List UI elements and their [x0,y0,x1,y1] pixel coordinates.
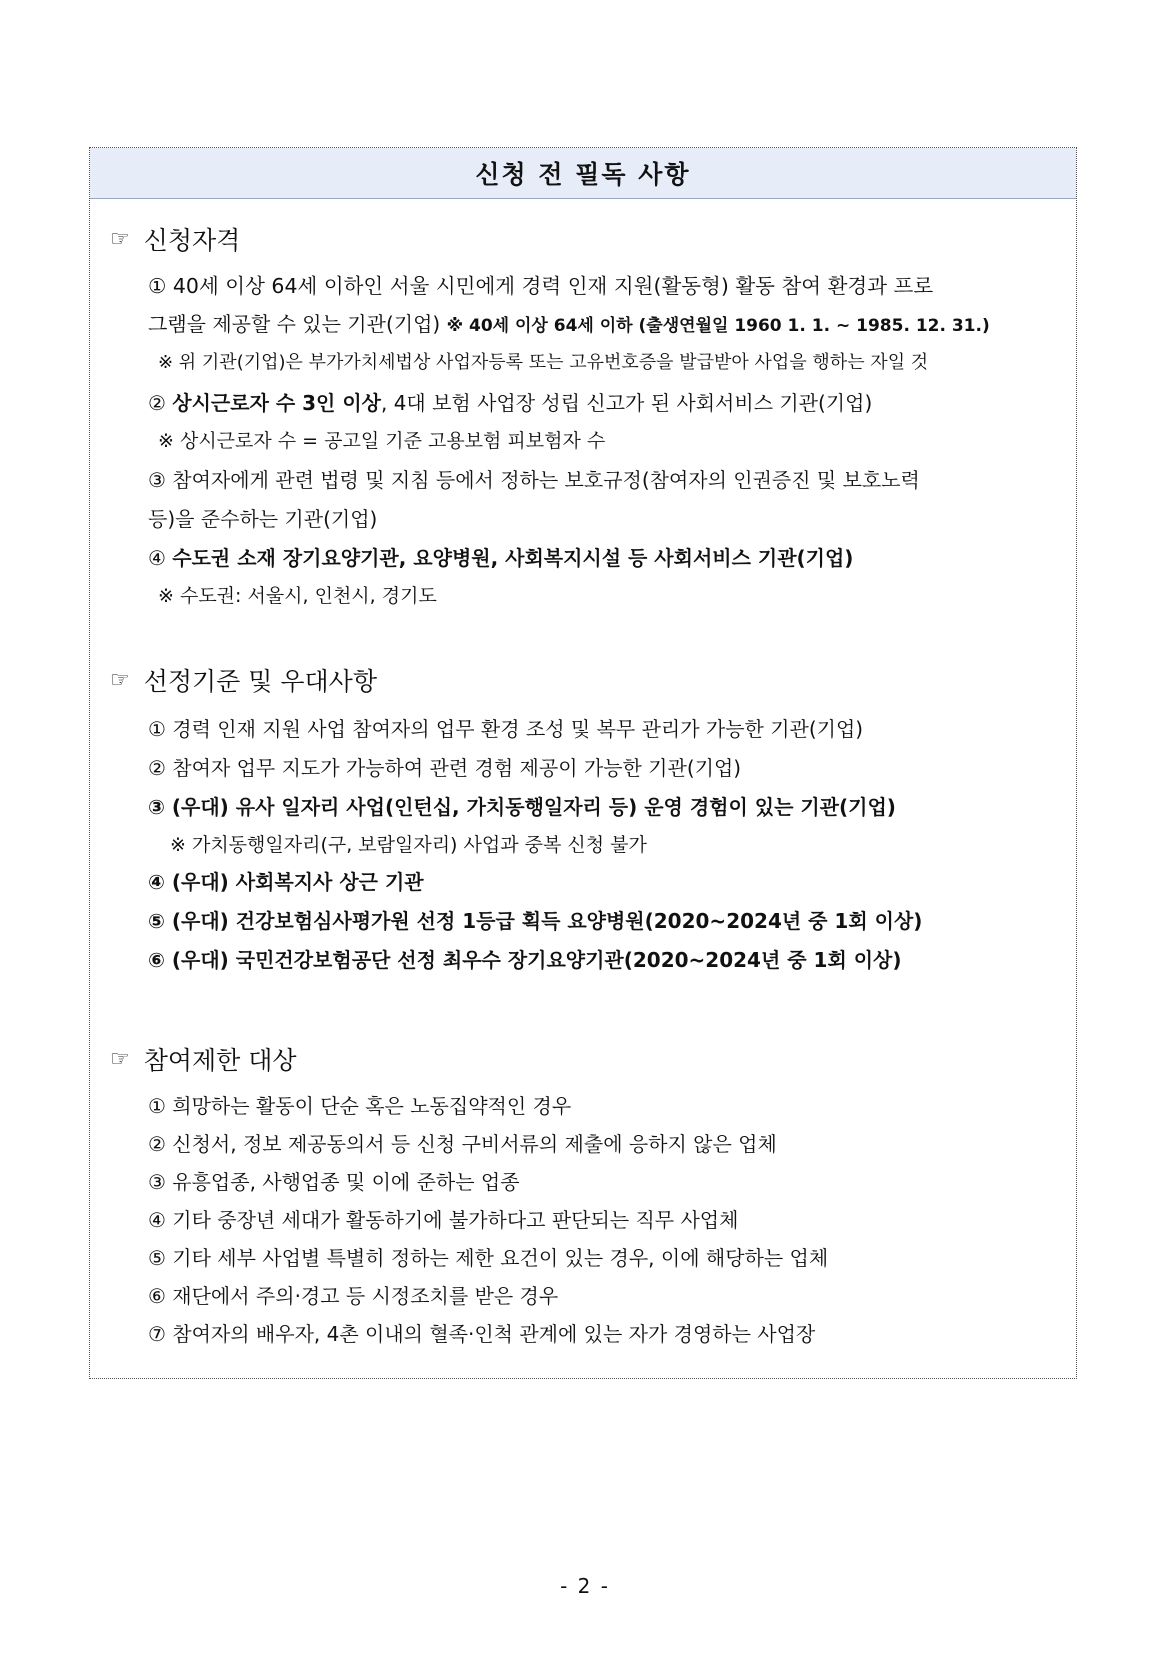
restriction-item-1: ① 희망하는 활동이 단순 혹은 노동집약적인 경우 [148,1094,572,1118]
eligibility-item-1-cont: 그램을 제공할 수 있는 기관(기업) ※ 40세 이상 64세 이하 (출생연월일 1960 1. 1. ~ 1985. 12. 31.) [148,312,990,336]
age-range-note: ※ 40세 이상 64세 이하 (출생연월일 1960 1. 1. ~ 1985. 12. 31.) [446,316,990,336]
eligibility-note-2: ※ 상시근로자 수 = 공고일 기준 고용보험 피보험자 수 [158,430,606,452]
restriction-item-7: ⑦ 참여자의 배우자, 4촌 이내의 혈족·인척 관계에 있는 자가 경영하는 사업장 [148,1322,816,1346]
section-title-eligibility [110,221,240,257]
criteria-item-5: ⑤ (우대) 건강보험심사평가원 선정 1등급 획득 요양병원(2020~2024년 중 1회 이상) [148,909,923,933]
notice-box [89,147,1077,1379]
eligibility-note-3: ※ 수도권: 서울시, 인천시, 경기도 [158,585,437,607]
section-title-text: 참여제한 대상 [143,1046,297,1075]
section-title-criteria [110,662,377,698]
criteria-item-2: ② 참여자 업무 지도가 가능하여 관련 경험 제공이 가능한 기관(기업) [148,756,742,780]
criteria-item-4: ④ (우대) 사회복지사 상근 기관 [148,870,424,894]
eligibility-item-2: ② 상시근로자 수 3인 이상, 4대 보험 사업장 성립 신고가 된 사회서비스 기관(기업) [148,391,873,415]
eligibility-item-3-cont: 등)을 준수하는 기관(기업) [148,507,378,531]
eligibility-note-1: ※ 위 기관(기업)은 부가가치세법상 사업자등록 또는 고유번호증을 발급받아 사업을 행하는 자일 것 [158,352,929,373]
restriction-item-2: ② 신청서, 정보 제공동의서 등 신청 구비서류의 제출에 응하지 않은 업체 [148,1132,777,1156]
restriction-item-5: ⑤ 기타 세부 사업별 특별히 정하는 제한 요건이 있는 경우, 이에 해당하는 업체 [148,1246,829,1270]
eligibility-item-1: ① 40세 이상 64세 이하인 서울 시민에게 경력 인재 지원(활동형) 활동 참여 환경과 프로 [148,274,934,298]
page-number: - 2 - [560,1574,610,1598]
restriction-item-4: ④ 기타 중장년 세대가 활동하기에 불가하다고 판단되는 직무 사업체 [148,1208,739,1232]
criteria-item-1: ① 경력 인재 지원 사업 참여자의 업무 환경 조성 및 복무 관리가 가능한 기관(기업) [148,717,864,741]
pointing-hand-icon: ☞ [110,667,130,693]
eligibility-item-4: ④ 수도권 소재 장기요양기관, 요양병원, 사회복지시설 등 사회서비스 기관(기업) [148,546,854,570]
criteria-item-6: ⑥ (우대) 국민건강보험공단 선정 최우수 장기요양기관(2020~2024년 중 1회 이상) [148,948,902,972]
section-title-restrictions [110,1041,297,1077]
pointing-hand-icon: ☞ [110,226,130,252]
restriction-item-6: ⑥ 재단에서 주의·경고 등 시정조치를 받은 경우 [148,1284,559,1308]
criteria-note-1: ※ 가치동행일자리(구, 보람일자리) 사업과 중복 신청 불가 [170,834,647,856]
criteria-item-3: ③ (우대) 유사 일자리 사업(인턴십, 가치동행일자리 등) 운영 경험이 있는 기관(기업) [148,795,896,819]
pointing-hand-icon: ☞ [110,1046,130,1072]
restriction-item-3: ③ 유흥업종, 사행업종 및 이에 준하는 업종 [148,1170,520,1194]
section-title-text: 신청자격 [143,226,241,255]
eligibility-item-3: ③ 참여자에게 관련 법령 및 지침 등에서 정하는 보호규정(참여자의 인권증진 및 보호노력 [148,468,920,492]
section-title-text: 선정기준 및 우대사항 [143,667,377,696]
box-title: 신청 전 필독 사항 [90,148,1076,199]
